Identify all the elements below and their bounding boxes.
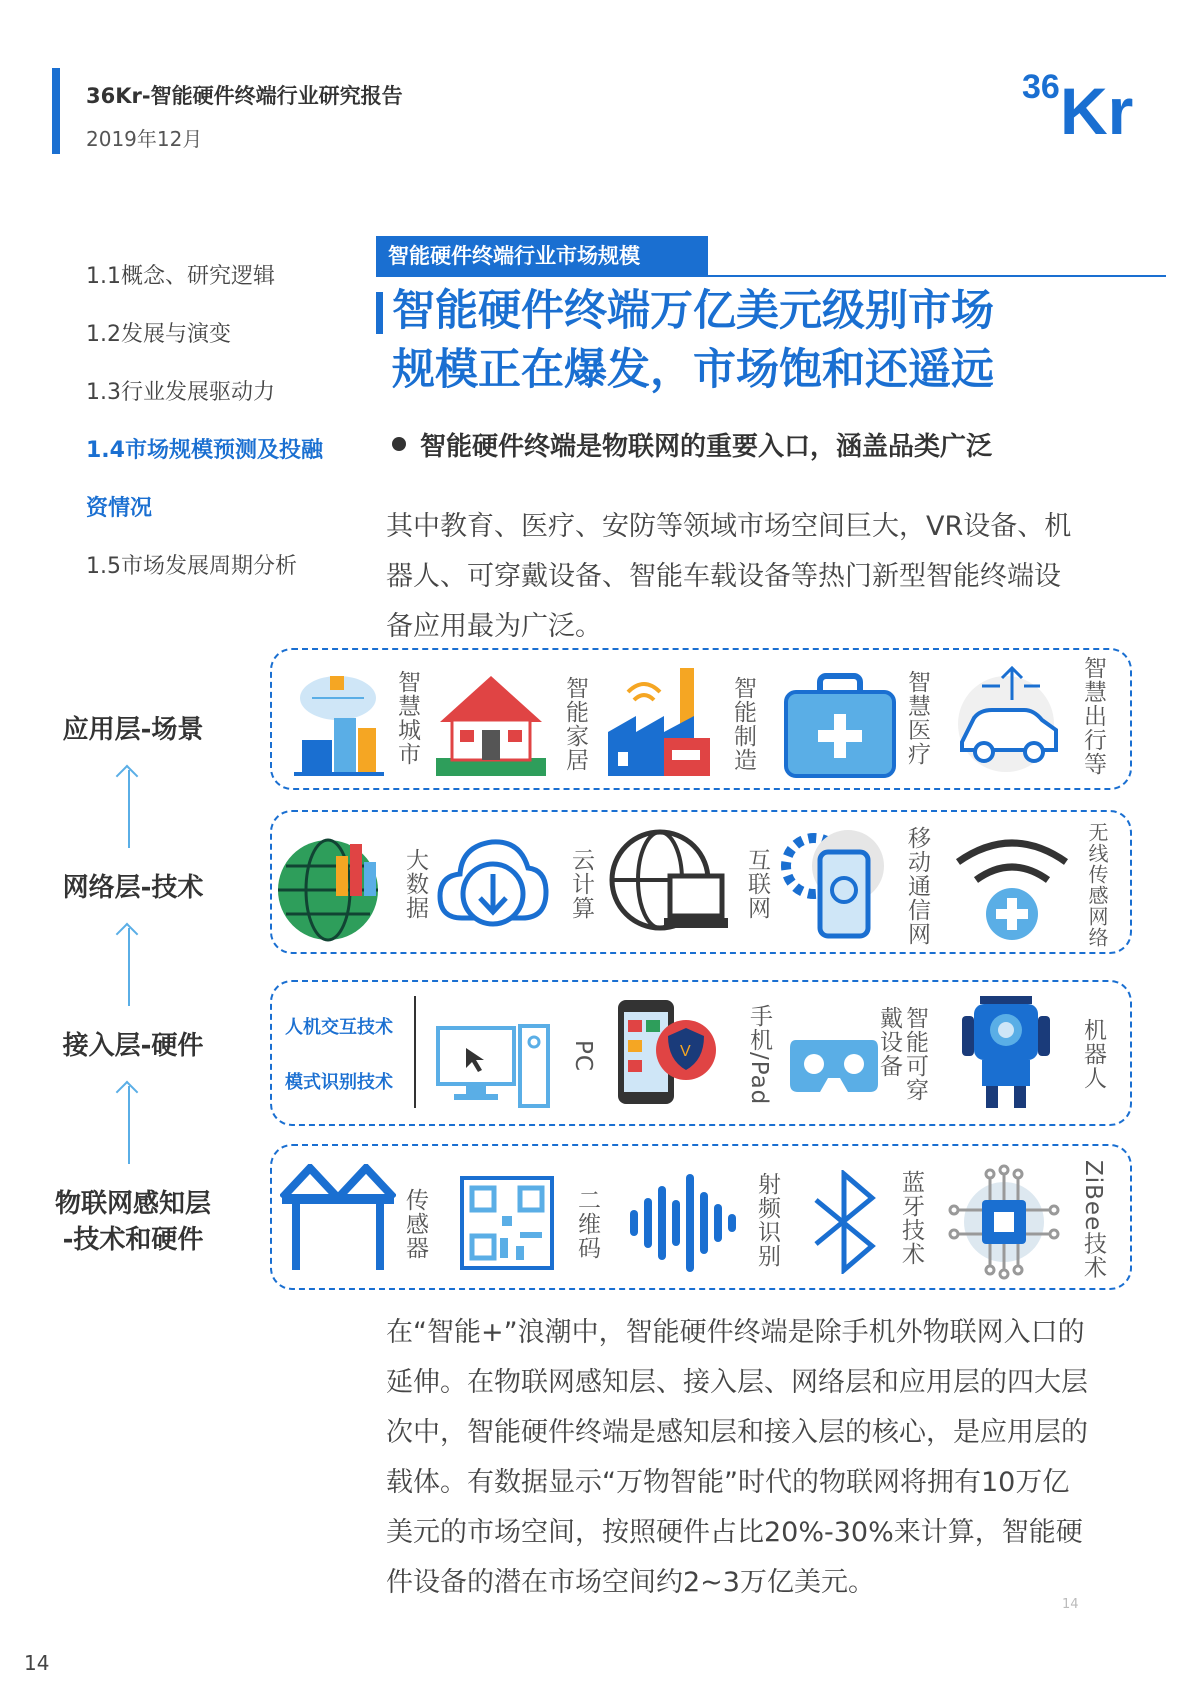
tech-item: 模式识别技术 — [285, 1072, 393, 1093]
headline — [392, 282, 1172, 400]
smart-travel-car-icon — [952, 664, 1072, 774]
toc-item[interactable]: 1.3行业发展驱动力 — [86, 380, 275, 405]
smart-home-icon — [436, 672, 546, 776]
layer-label-perception — [38, 1186, 228, 1258]
item-label: 蓝牙技术 — [898, 1170, 924, 1266]
layer-label-network: 网络层-技术 — [62, 873, 204, 903]
bluetooth-icon — [810, 1170, 880, 1274]
tech-item: 人机交互技术 — [285, 1017, 393, 1038]
smart-manufacturing-icon — [604, 662, 714, 778]
toc-item[interactable]: 1.2发展与演变 — [86, 322, 231, 347]
report-title: 36Kr-智能硬件终端行业研究报告 — [86, 84, 403, 108]
robot-icon — [946, 994, 1066, 1114]
table-of-contents — [86, 262, 323, 610]
body-paragraph: 在“智能+”浪潮中，智能硬件终端是除手机外物联网入口的延伸。在物联网感知层、接入层、网络层和应用层的四大层次中，智能硬件终端是感知层和接入层的核心，是应用层的载体。有数据显示“万物智能”时代的物联网将拥有10万亿美元的市场空间，按照硬件占比20%-30%来计算，智能硬件设备的潜在市场空间约2~3万亿美元。 — [386, 1317, 1088, 1598]
internet-globe-laptop-icon — [608, 826, 730, 940]
item-label: 移动通信网 — [904, 826, 930, 946]
page-number: 14 — [24, 1651, 50, 1675]
pc-computer-icon — [436, 1022, 552, 1108]
item-label: 智能制造 — [730, 676, 756, 772]
bullet-heading: 智能硬件终端是物联网的重要入口，涵盖品类广泛 — [420, 432, 993, 462]
toc-item-active[interactable]: 1.4市场规模预测及投融 — [86, 438, 323, 463]
divider — [414, 996, 416, 1108]
up-arrow-icon — [128, 928, 130, 1006]
wireless-sensor-icon — [952, 832, 1072, 940]
section-tag: 智能硬件终端行业市场规模 — [376, 236, 708, 276]
item-label: PC — [570, 1040, 596, 1072]
item-label: 智慧医疗 — [904, 670, 930, 766]
header-accent-bar — [52, 68, 60, 154]
layer-label-access: 接入层-硬件 — [62, 1031, 204, 1061]
layer-label-application: 应用层-场景 — [62, 715, 204, 745]
mobile-security-icon — [616, 998, 728, 1108]
item-label: 智慧出行等 — [1080, 656, 1106, 776]
smart-city-icon — [294, 668, 384, 776]
item-label: 无线传感网络 — [1085, 822, 1109, 948]
intro-paragraph: 其中教育、医疗、安防等领域市场空间巨大，VR设备、机器人、可穿戴设备、智能车载设备等热门新型智能终端设备应用最为广泛。 — [386, 511, 1072, 642]
headline-accent-bar — [376, 292, 383, 334]
toc-item-active-cont[interactable]: 资情况 — [86, 496, 153, 521]
item-label: 智慧城市 — [394, 670, 420, 766]
layer-label-perception-line1: 物联网感知层 — [54, 1189, 211, 1219]
item-label: 云计算 — [568, 848, 594, 920]
radio-frequency-wave-icon — [626, 1170, 742, 1276]
big-data-globe-icon — [276, 832, 386, 942]
item-label: 互联网 — [744, 848, 770, 920]
item-label: 智能家居 — [562, 676, 588, 772]
vr-headset-icon — [788, 1036, 880, 1096]
item-label: 射频识别 — [754, 1172, 780, 1268]
svg-text:V: V — [680, 1043, 691, 1060]
cloud-download-icon — [436, 828, 550, 938]
36kr-logo — [1022, 64, 1152, 140]
bullet-dot — [392, 437, 406, 451]
up-arrow-icon — [128, 770, 130, 848]
item-label: ZiBee技术 — [1080, 1160, 1106, 1280]
item-label: 大数据 — [402, 848, 428, 920]
item-label: 传感器 — [402, 1188, 428, 1260]
headline-line-1: 智能硬件终端万亿美元级别市场 — [392, 286, 994, 336]
svg-text:Kr: Kr — [1060, 74, 1134, 140]
medical-kit-icon — [782, 672, 898, 782]
svg-text:36: 36 — [1022, 68, 1060, 106]
zigbee-chip-icon — [946, 1164, 1062, 1280]
toc-item[interactable]: 1.1概念、研究逻辑 — [86, 264, 275, 289]
headline-line-2: 规模正在爆发，市场饱和还遥远 — [392, 345, 994, 395]
sensor-antenna-icon — [280, 1164, 396, 1272]
qr-code-icon — [460, 1176, 554, 1270]
item-label: 二维码 — [574, 1188, 600, 1260]
toc-item[interactable]: 1.5市场发展周期分析 — [86, 554, 297, 579]
up-arrow-icon — [128, 1086, 130, 1164]
inner-page-number: 14 — [1062, 1597, 1079, 1612]
mobile-network-gear-icon — [778, 826, 894, 940]
item-label: 手机/Pad — [746, 1004, 772, 1106]
layer-label-perception-line2: -技术和硬件 — [62, 1225, 204, 1255]
item-label: 机器人 — [1080, 1018, 1106, 1090]
report-date: 2019年12月 — [86, 127, 203, 151]
section-divider — [376, 275, 1166, 277]
item-label: 智能可穿戴设备 — [876, 1006, 928, 1102]
